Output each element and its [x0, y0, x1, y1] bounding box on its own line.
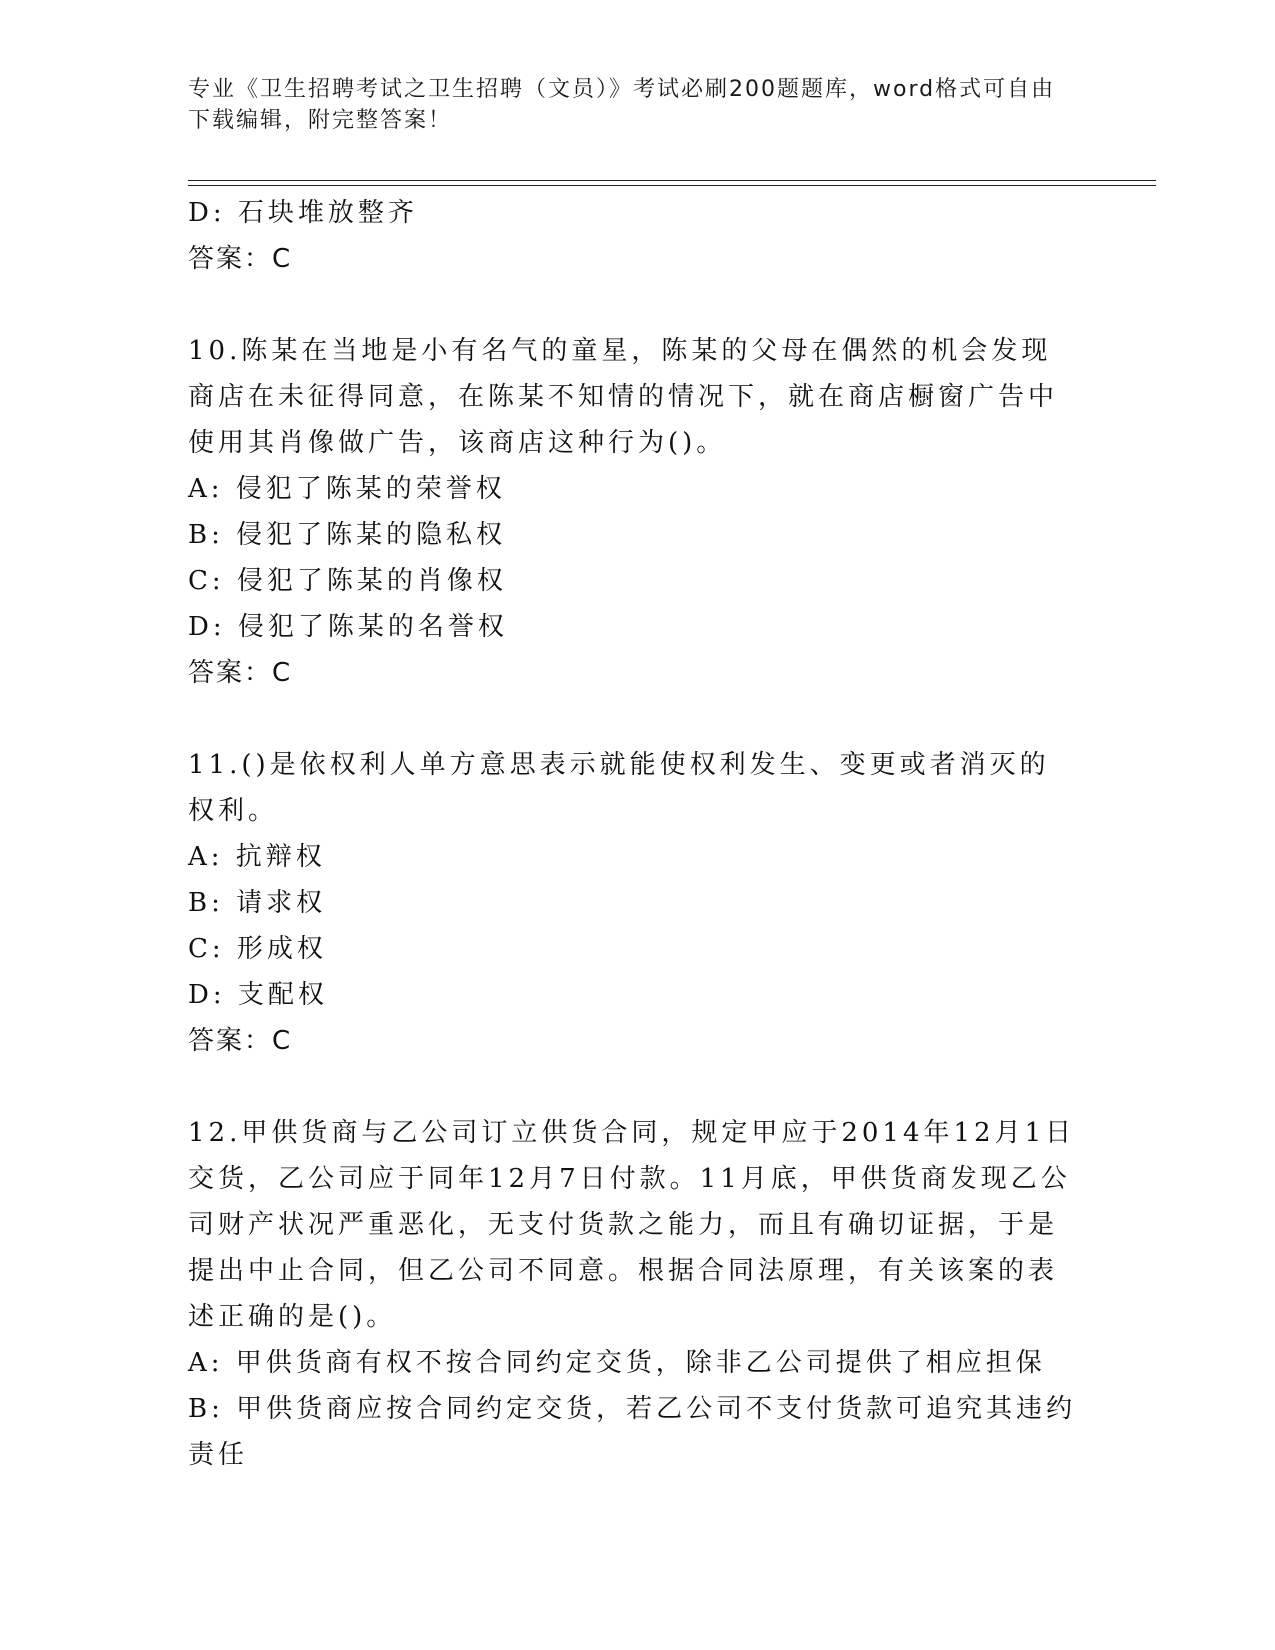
option-d: D: 支配权: [188, 980, 328, 1010]
option-b: B: 侵犯了陈某的隐私权: [188, 520, 507, 550]
header-divider-top: [188, 180, 1156, 181]
question-11: [188, 742, 1078, 1064]
document-body: [188, 190, 1078, 1478]
document-header: 专业《卫生招聘考试之卫生招聘（文员）》考试必刷200题题库，word格式可自由下载编辑，附完整答案！: [188, 77, 1056, 133]
header-divider-bottom: [188, 185, 1156, 186]
option-b: B: 请求权: [188, 888, 327, 918]
option-c: C: 侵犯了陈某的肖像权: [188, 566, 507, 596]
option-b: B: 甲供货商应按合同约定交货，若乙公司不支付货款可追究其违约责任: [188, 1394, 1077, 1470]
previous-answer: 答案：C: [188, 244, 293, 274]
question-stem: 12.甲供货商与乙公司订立供货合同，规定甲应于2014年12月1日交货，乙公司应于同年12月7日付款。11月底，甲供货商发现乙公司财产状况严重恶化，无支付货款之能力，而且有确切证据，于是提出中止合同，但乙公司不同意。根据合同法原理，有关该案的表述正确的是()。: [188, 1118, 1076, 1332]
question-12: [188, 1110, 1078, 1478]
option-a: A: 甲供货商有权不按合同约定交货，除非乙公司提供了相应担保: [188, 1348, 1046, 1378]
question-stem: 10.陈某在当地是小有名气的童星，陈某的父母在偶然的机会发现商店在未征得同意，在陈某不知情的情况下，就在商店橱窗广告中使用其肖像做广告，该商店这种行为()。: [188, 336, 1059, 458]
question-10: [188, 328, 1078, 696]
option-d: D: 侵犯了陈某的名誉权: [188, 612, 508, 642]
option-a: A: 侵犯了陈某的荣誉权: [188, 474, 506, 504]
question-stem: 11.()是依权利人单方意思表示就能使权利发生、变更或者消灭的权利。: [188, 750, 1050, 826]
previous-option-d: D: 石块堆放整齐: [188, 198, 418, 228]
answer: 答案：C: [188, 658, 293, 688]
answer: 答案：C: [188, 1026, 293, 1056]
option-a: A: 抗辩权: [188, 842, 326, 872]
option-c: C: 形成权: [188, 934, 327, 964]
